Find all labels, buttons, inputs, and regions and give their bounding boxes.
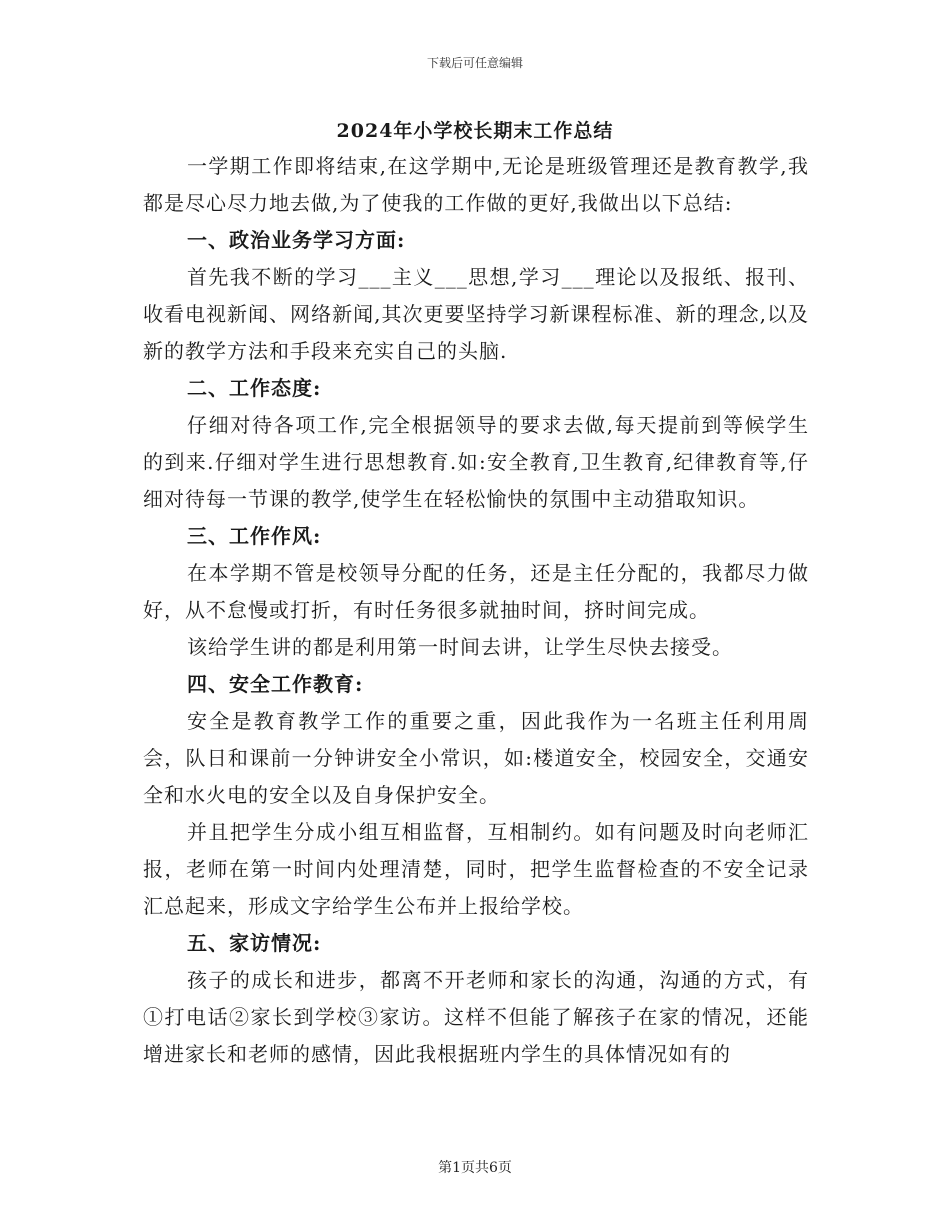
section-heading-politics: 一、政治业务学习方面: [187, 228, 406, 252]
document-body [143, 148, 809, 1073]
header-note: 下载后可任意编辑 [426, 56, 523, 70]
safety-paragraph-2: 并且把学生分成小组互相监督，互相制约。如有问题及时向老师汇报，老师在第一时间内处理清楚，同时，把学生监督检查的不安全记录汇总起来，形成文字给学生公布并上报给学校。 [143, 820, 809, 918]
style-paragraph-1: 在本学期不管是校领导分配的任务，还是主任分配的，我都尽力做好，从不怠慢或打折，有时任务很多就抽时间，挤时间完成。 [143, 561, 809, 622]
style-paragraph-2: 该给学生讲的都是利用第一时间去讲，让学生尽快去接受。 [187, 635, 733, 659]
section-heading-style: 三、工作作风: [187, 524, 322, 548]
home-visit-paragraph: 孩子的成长和进步，都离不开老师和家长的沟通，沟通的方式，有①打电话②家长到学校③家访。这样不但能了解孩子在家的情况，还能增进家长和老师的感情，因此我根据班内学生的具体情况如有的 [143, 968, 809, 1066]
document-title: 2024年小学校长期末工作总结 [336, 120, 614, 142]
politics-paragraph: 首先我不断的学习___主义___思想,学习___理论以及报纸、报刊、收看电视新闻、网络新闻,其次更要坚持学习新课程标准、新的理念,以及新的教学方法和手段来充实自己的头脑. [143, 265, 809, 363]
page-footer: 第1页共6页 [438, 1160, 512, 1176]
section-heading-attitude: 二、工作态度: [187, 376, 322, 400]
section-heading-home-visit: 五、家访情况: [187, 931, 322, 955]
intro-paragraph: 一学期工作即将结束,在这学期中,无论是班级管理还是教育教学,我都是尽心尽力地去做,为了使我的工作做的更好,我做出以下总结: [143, 154, 809, 215]
attitude-paragraph: 仔细对待各项工作,完全根据领导的要求去做,每天提前到等候学生的到来.仔细对学生进行思想教育.如:安全教育,卫生教育,纪律教育等,仔细对待每一节课的教学,使学生在轻松愉快的氛围中主动猎取知识。 [143, 413, 809, 511]
safety-paragraph-1: 安全是教育教学工作的重要之重，因此我作为一名班主任利用周会，队日和课前一分钟讲安全小常识，如:楼道安全，校园安全，交通安全和水火电的安全以及自身保护安全。 [143, 709, 809, 807]
section-heading-safety: 四、安全工作教育: [187, 672, 364, 696]
